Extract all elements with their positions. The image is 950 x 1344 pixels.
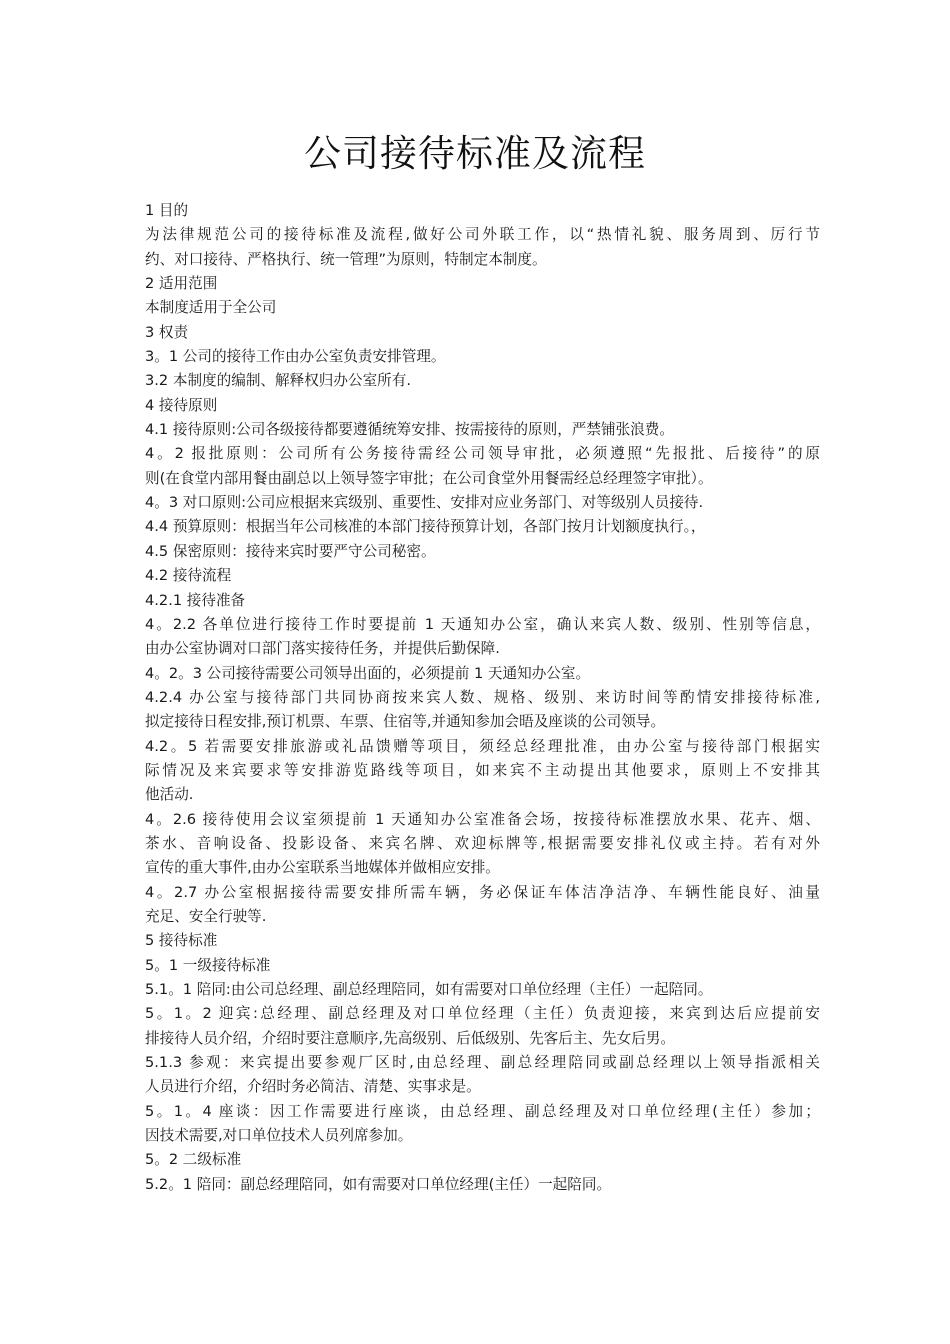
body-line: 排接待人员介绍，介绍时要注意顺序,先高级别、后低级别、先客后主、先女后男。 (145, 1029, 676, 1047)
body-line: 5。1。4 座谈：因工作需要进行座谈，由总经理、副总经理及对口单位经理(主任）参加； (145, 1102, 820, 1120)
body-line: 因技术需要,对口单位技术人员列席参加。 (145, 1127, 413, 1145)
body-line: 4.5 保密原则：接待来宾时要严守公司秘密。 (145, 542, 436, 560)
body-line: 他活动. (145, 786, 194, 804)
body-line: 拟定接待日程安排,预订机票、车票、住宿等,并通知参加会晤及座谈的公司领导。 (145, 713, 666, 731)
body-line: 茶水、音响设备、投影设备、来宾名牌、欢迎标牌等,根据需要安排礼仪或主持。若有对外 (145, 834, 820, 852)
document-title: 公司接待标准及流程 (304, 132, 646, 175)
body-line: 4 接待原则 (145, 396, 218, 414)
body-line: 3 权责 (145, 323, 189, 341)
body-line: 宣传的重大事件,由办公室联系当地媒体并做相应安排。 (145, 859, 500, 877)
body-line: 4.1 接待原则:公司各级接待都要遵循统筹安排、按需接待的原则，严禁铺张浪费。 (145, 421, 674, 439)
body-line: 5。1 一级接待标准 (145, 956, 271, 974)
body-line: 2 适用范围 (145, 275, 218, 293)
body-line: 人员进行介绍，介绍时务必简洁、清楚、实事求是。 (145, 1078, 481, 1096)
body-line: 4。2。3 公司接待需要公司领导出面的，必须提前 1 天通知办公室。 (145, 664, 591, 682)
body-line: 4.2 接待流程 (145, 567, 232, 585)
body-line: 5.1。1 陪同:由公司总经理、副总经理陪同，如有需要对口单位经理（主任）一起陪同。 (145, 981, 713, 998)
body-line: 4。2.6 接待使用会议室须提前 1 天通知办公室准备会场，按接待标准摆放水果、花卉、烟、 (145, 810, 820, 828)
body-line: 4。2 报批原则：公司所有公务接待需经公司领导审批，必须遵照“先报批、后接待”的原 (145, 445, 820, 463)
body-line: 4.2。5 若需要安排旅游或礼品馈赠等项目，须经总经理批准，由办公室与接待部门根据实 (145, 737, 820, 755)
body-line: 3.2 本制度的编制、解释权归办公室所有. (145, 372, 411, 390)
body-line: 4。3 对口原则:公司应根据来宾级别、重要性、安排对应业务部门、对等级别人员接待. (145, 494, 704, 512)
body-line: 4.2.1 接待准备 (145, 591, 246, 609)
body-line: 5.2。1 陪同：副总经理陪同，如有需要对口单位经理(主任）一起陪同。 (145, 1175, 612, 1193)
body-line: 则(在食堂内部用餐由副总以上领导签字审批；在公司食堂外用餐需经总经理签字审批）。 (145, 469, 713, 487)
document-body (145, 199, 820, 1197)
body-line: 5。2 二级标准 (145, 1151, 242, 1169)
body-line: 4.4 预算原则：根据当年公司核准的本部门接待预算计划，各部门按月计划额度执行。， (145, 518, 706, 536)
body-line: 1 目的 (145, 202, 189, 219)
body-line: 由办公室协调对口部门落实接待任务，并提供后勤保障. (145, 640, 500, 658)
body-line: 际情况及来宾要求等安排游览路线等项目，如来宾不主动提出其他要求，原则上不安排其 (145, 761, 820, 779)
body-line: 充足、安全行驶等. (145, 907, 267, 925)
body-line: 5。1。2 迎宾:总经理、副总经理及对口单位经理（主任）负责迎接，来宾到达后应提前安 (145, 1005, 820, 1023)
body-line: 为法律规范公司的接待标准及流程,做好公司外联工作，以“热情礼貌、服务周到、厉行节 (145, 226, 820, 244)
body-line: 4.2.4 办公室与接待部门共同协商按来宾人数、规格、级别、来访时间等酌情安排接待标准, (145, 688, 820, 706)
body-line: 本制度适用于全公司 (145, 299, 277, 317)
body-line: 5.1.3 参观：来宾提出要参观厂区时,由总经理、副总经理陪同或副总经理以上领导指派相关 (145, 1054, 820, 1072)
body-line: 4。2.7 办公室根据接待需要安排所需车辆，务必保证车体洁净洁净、车辆性能良好、油量 (145, 883, 820, 901)
body-line: 5 接待标准 (145, 932, 218, 950)
body-line: 3。1 公司的接待工作由办公室负责安排管理。 (145, 348, 446, 366)
body-line: 约、对口接待、严格执行、统一管理”为原则，特制定本制度。 (145, 250, 547, 268)
body-line: 4。2.2 各单位进行接待工作时要提前 1 天通知办公室，确认来宾人数、级别、性别等信息， (145, 615, 820, 633)
